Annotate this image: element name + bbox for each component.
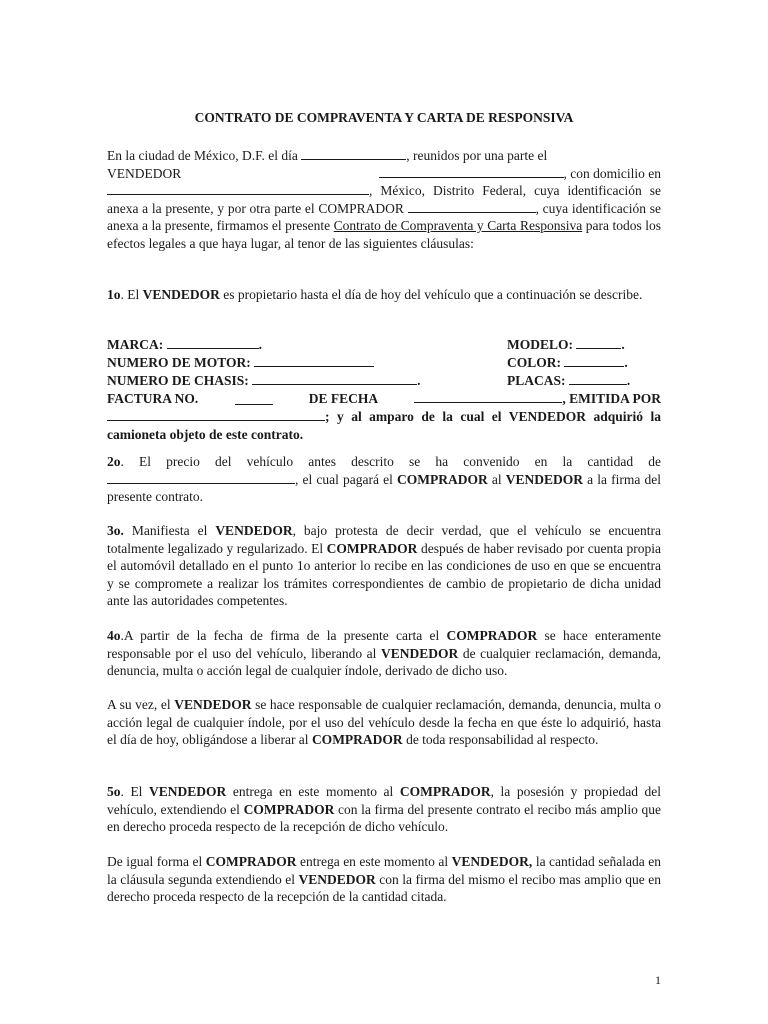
contract-title-reference: Contrato de Compraventa y Carta Responsiva <box>333 218 583 233</box>
emitida-blank <box>107 408 325 421</box>
clause-2: 2o. El precio del vehículo antes descrito se ha convenido en la cantidad de , el cual pagará el COMPRADOR al VENDEDOR a la firma del presente contrato. <box>107 454 662 504</box>
color-blank <box>564 354 624 367</box>
clause-5: 5o. El VENDEDOR entrega en este momento al COMPRADOR, la posesión y propiedad del vehículo, extendiendo el COMPRADOR con la firma del presente contrato el recibo más amplio que en derecho proceda respecto de la recepción de dicho vehículo. <box>107 784 662 834</box>
marca-blank <box>167 336 259 349</box>
clause-3: 3o. Manifiesta el VENDEDOR, bajo protesta de decir verdad, que el vehículo se encuentra totalmente legalizado y regularizado. El COMPRADOR después de haber revisado por cuenta propia el automóvil detallado en el punto 1o anterior lo recibe en las condiciones de uso en que se encuentra y se compromete a realizar los trámites correspondientes de cambio de propietario de dicha unidad ante las autoridades competentes. <box>107 523 662 608</box>
intro-paragraph: En la ciudad de México, D.F. el día , reunidos por una parte el VENDEDOR , con domicilio en , México, Distrito Federal, cuya identificación se anexa a la presente, y por otra parte el COMPRADOR , cuya identificación se anexa a la presente, firmamos el presente Contrato de Compraventa y Carta Responsiva para todos los efectos legales a que haya lugar, al tenor de las siguientes cláusulas: <box>107 148 662 251</box>
vendor-name-blank <box>379 165 564 178</box>
document-title: CONTRATO DE COMPRAVENTA Y CARTA DE RESPONSIVA <box>194 110 574 125</box>
page-number: 1 <box>655 973 661 987</box>
chasis-blank <box>252 372 417 385</box>
factura-blank <box>235 392 273 405</box>
clause-4-continued: A su vez, el VENDEDOR se hace responsable de cualquier reclamación, demanda, denuncia, multa o acción legal de cualquier índole, por el uso del vehículo desde la fecha en que éste lo adquirió, hasta el día de hoy, obligándose a liberar al COMPRADOR de toda responsabilidad al respecto. <box>107 697 662 747</box>
clause-4: 4o.A partir de la fecha de firma de la presente carta el COMPRADOR se hace enteramente responsable por el uso del vehículo, liberando al VENDEDOR de cualquier reclamación, demanda, denuncia, multa o acción legal de cualquier índole, derivado de dicho uso. <box>107 628 662 678</box>
fecha-blank <box>414 390 562 403</box>
price-blank <box>107 471 295 484</box>
placas-blank <box>569 372 627 385</box>
motor-blank <box>254 354 374 367</box>
address-blank <box>107 182 369 195</box>
clause-5-continued: De igual forma el COMPRADOR entrega en este momento al VENDEDOR, la cantidad señalada en la cláusula segunda extendiendo el VENDEDOR con la firma del mismo el recibo mas amplio que en derecho proceda respecto de la recepción de la cantidad citada. <box>107 854 662 904</box>
date-blank <box>301 147 406 160</box>
buyer-name-blank <box>408 200 536 213</box>
clause-1: 1o. El VENDEDOR es propietario hasta el día de hoy del vehículo que a continuación se describe. <box>107 287 643 302</box>
modelo-blank <box>576 336 621 349</box>
vehicle-specs: MARCA: . MODELO: . NUMERO DE MOTOR: COLOR: . NUMERO DE CHASIS: . PLACAS: . FACTURA NO. DE FECHA , EMITIDA POR ; y al amparo de la cual el VENDEDOR adquirió la camioneta objeto de este contrato. <box>107 337 661 442</box>
